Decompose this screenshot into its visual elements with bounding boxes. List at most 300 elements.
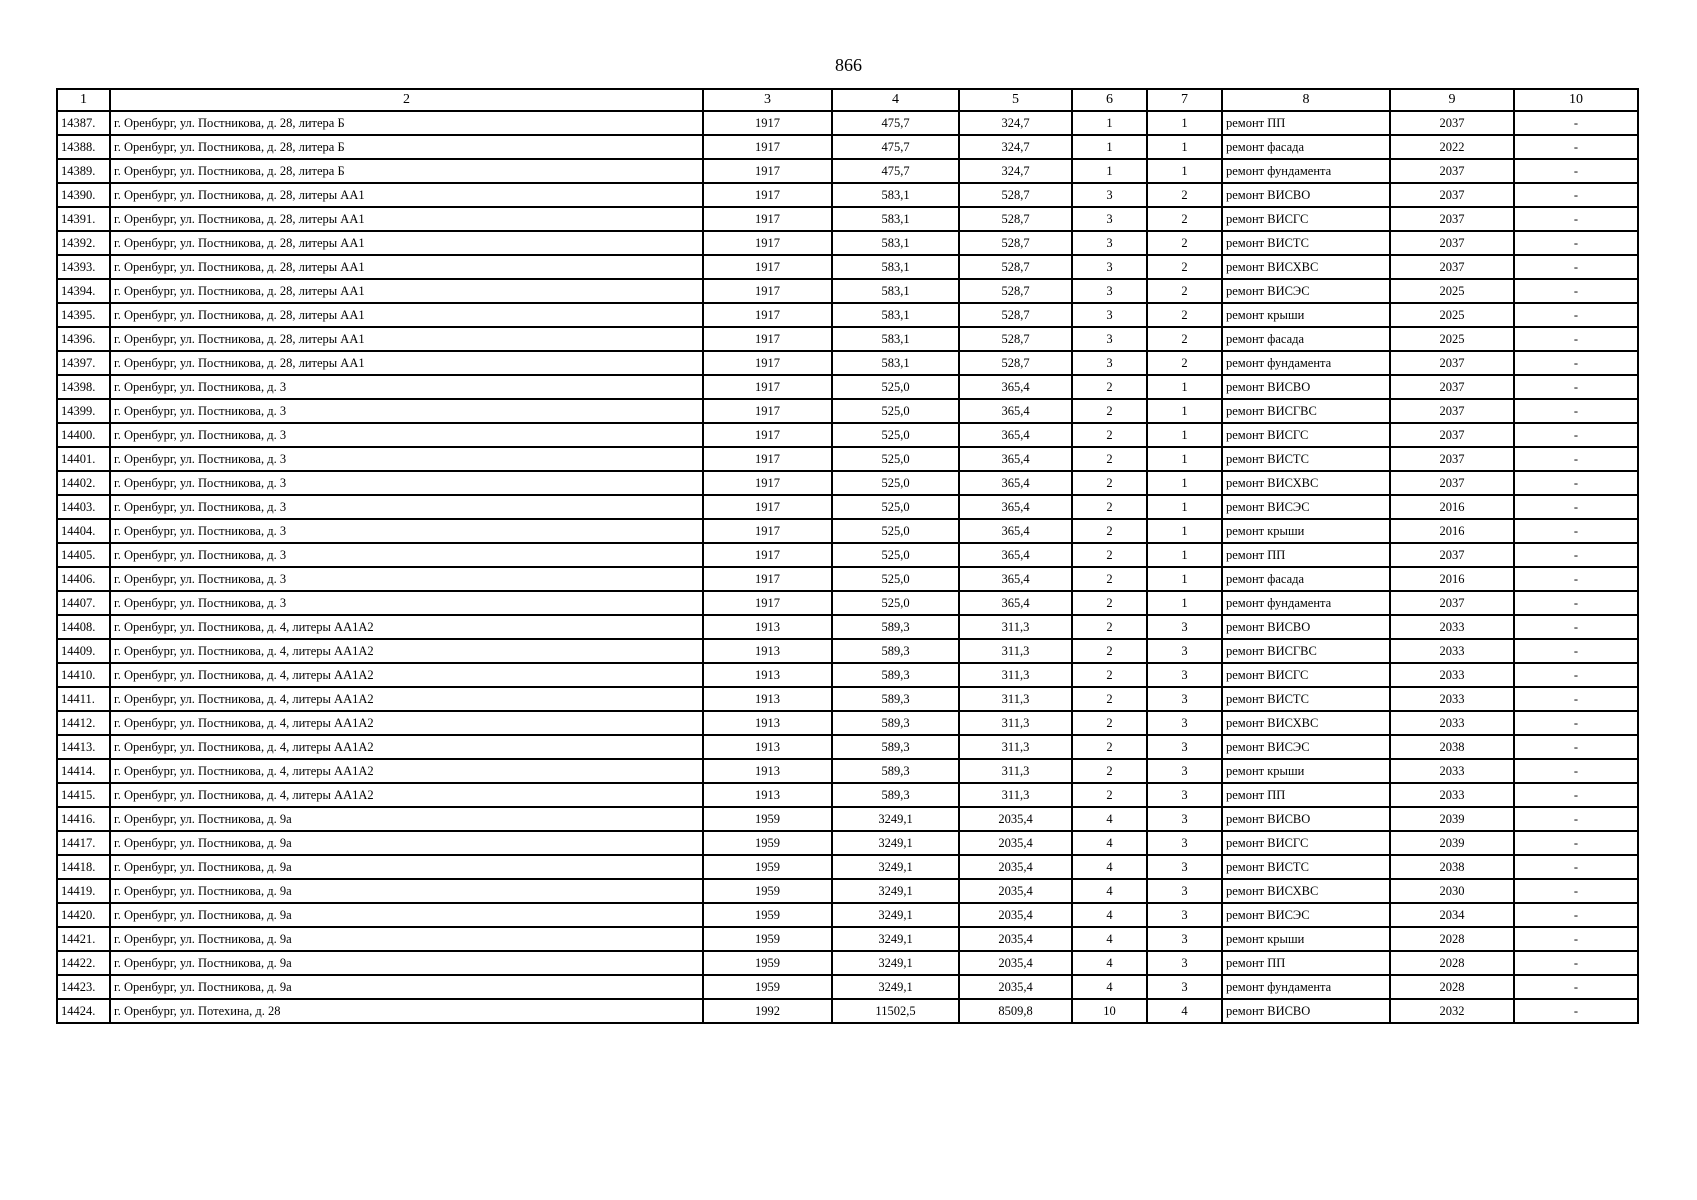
planned-year-cell: 2033: [1390, 687, 1514, 711]
work-type-cell: ремонт фасада: [1222, 327, 1390, 351]
year-built-cell: 1917: [703, 135, 832, 159]
address-cell: г. Оренбург, ул. Постникова, д. 28, литеры АА1: [110, 231, 703, 255]
floors-cell: 2: [1072, 735, 1147, 759]
address-cell: г. Оренбург, ул. Постникова, д. 28, литера Б: [110, 135, 703, 159]
capital-repair-table: [56, 88, 1639, 1024]
floors-cell: 2: [1072, 783, 1147, 807]
total-area-cell: 525,0: [832, 591, 959, 615]
living-area-cell: 8509,8: [959, 999, 1072, 1023]
entrances-cell: 1: [1147, 567, 1222, 591]
work-type-cell: ремонт ВИСХВС: [1222, 711, 1390, 735]
floors-cell: 4: [1072, 855, 1147, 879]
work-type-cell: ремонт фасада: [1222, 135, 1390, 159]
total-area-cell: 589,3: [832, 783, 959, 807]
year-built-cell: 1913: [703, 711, 832, 735]
floors-cell: 2: [1072, 639, 1147, 663]
floors-cell: 2: [1072, 687, 1147, 711]
floors-cell: 2: [1072, 591, 1147, 615]
table-row: [57, 831, 1638, 855]
total-area-cell: 583,1: [832, 279, 959, 303]
note-cell: -: [1514, 759, 1638, 783]
table-row: [57, 279, 1638, 303]
entrances-cell: 2: [1147, 303, 1222, 327]
work-type-cell: ремонт крыши: [1222, 303, 1390, 327]
entrances-cell: 3: [1147, 927, 1222, 951]
year-built-cell: 1917: [703, 207, 832, 231]
floors-cell: 3: [1072, 231, 1147, 255]
total-area-cell: 525,0: [832, 375, 959, 399]
address-cell: г. Оренбург, ул. Постникова, д. 28, литеры АА1: [110, 183, 703, 207]
total-area-cell: 3249,1: [832, 855, 959, 879]
total-area-cell: 475,7: [832, 159, 959, 183]
floors-cell: 2: [1072, 663, 1147, 687]
table-row: [57, 447, 1638, 471]
living-area-cell: 2035,4: [959, 855, 1072, 879]
total-area-cell: 525,0: [832, 399, 959, 423]
table-row: [57, 903, 1638, 927]
year-built-cell: 1913: [703, 783, 832, 807]
entrances-cell: 3: [1147, 759, 1222, 783]
total-area-cell: 583,1: [832, 351, 959, 375]
table-row: [57, 495, 1638, 519]
table-row: [57, 951, 1638, 975]
planned-year-cell: 2038: [1390, 855, 1514, 879]
living-area-cell: 528,7: [959, 327, 1072, 351]
year-built-cell: 1917: [703, 519, 832, 543]
year-built-cell: 1913: [703, 687, 832, 711]
planned-year-cell: 2030: [1390, 879, 1514, 903]
column-header: 9: [1390, 89, 1514, 111]
note-cell: -: [1514, 255, 1638, 279]
work-type-cell: ремонт фундамента: [1222, 591, 1390, 615]
floors-cell: 3: [1072, 183, 1147, 207]
year-built-cell: 1913: [703, 663, 832, 687]
total-area-cell: 11502,5: [832, 999, 959, 1023]
total-area-cell: 525,0: [832, 543, 959, 567]
entrances-cell: 3: [1147, 831, 1222, 855]
row-number-cell: 14411.: [57, 687, 110, 711]
floors-cell: 2: [1072, 447, 1147, 471]
row-number-cell: 14392.: [57, 231, 110, 255]
table-row: [57, 255, 1638, 279]
row-number-cell: 14424.: [57, 999, 110, 1023]
table-row: [57, 735, 1638, 759]
address-cell: г. Оренбург, ул. Постникова, д. 28, литеры АА1: [110, 255, 703, 279]
address-cell: г. Оренбург, ул. Постникова, д. 4, литеры АА1А2: [110, 639, 703, 663]
planned-year-cell: 2037: [1390, 159, 1514, 183]
address-cell: г. Оренбург, ул. Постникова, д. 3: [110, 471, 703, 495]
year-built-cell: 1959: [703, 903, 832, 927]
planned-year-cell: 2037: [1390, 375, 1514, 399]
note-cell: -: [1514, 975, 1638, 999]
entrances-cell: 3: [1147, 735, 1222, 759]
row-number-cell: 14420.: [57, 903, 110, 927]
work-type-cell: ремонт ПП: [1222, 783, 1390, 807]
planned-year-cell: 2037: [1390, 207, 1514, 231]
note-cell: -: [1514, 879, 1638, 903]
table-row: [57, 759, 1638, 783]
living-area-cell: 365,4: [959, 447, 1072, 471]
planned-year-cell: 2037: [1390, 231, 1514, 255]
floors-cell: 3: [1072, 351, 1147, 375]
total-area-cell: 583,1: [832, 255, 959, 279]
year-built-cell: 1913: [703, 639, 832, 663]
total-area-cell: 589,3: [832, 711, 959, 735]
planned-year-cell: 2016: [1390, 567, 1514, 591]
work-type-cell: ремонт ПП: [1222, 111, 1390, 135]
living-area-cell: 2035,4: [959, 807, 1072, 831]
work-type-cell: ремонт фасада: [1222, 567, 1390, 591]
total-area-cell: 475,7: [832, 135, 959, 159]
row-number-cell: 14406.: [57, 567, 110, 591]
column-header: 7: [1147, 89, 1222, 111]
address-cell: г. Оренбург, ул. Постникова, д. 28, литеры АА1: [110, 303, 703, 327]
floors-cell: 2: [1072, 543, 1147, 567]
address-cell: г. Оренбург, ул. Постникова, д. 3: [110, 399, 703, 423]
planned-year-cell: 2037: [1390, 543, 1514, 567]
note-cell: -: [1514, 351, 1638, 375]
work-type-cell: ремонт фундамента: [1222, 159, 1390, 183]
planned-year-cell: 2016: [1390, 495, 1514, 519]
note-cell: -: [1514, 399, 1638, 423]
living-area-cell: 528,7: [959, 303, 1072, 327]
floors-cell: 3: [1072, 303, 1147, 327]
year-built-cell: 1917: [703, 471, 832, 495]
planned-year-cell: 2037: [1390, 255, 1514, 279]
year-built-cell: 1917: [703, 183, 832, 207]
planned-year-cell: 2033: [1390, 663, 1514, 687]
table-row: [57, 591, 1638, 615]
year-built-cell: 1959: [703, 975, 832, 999]
entrances-cell: 1: [1147, 495, 1222, 519]
entrances-cell: 3: [1147, 783, 1222, 807]
note-cell: -: [1514, 231, 1638, 255]
table-row: [57, 159, 1638, 183]
year-built-cell: 1917: [703, 351, 832, 375]
living-area-cell: 311,3: [959, 735, 1072, 759]
address-cell: г. Оренбург, ул. Постникова, д. 3: [110, 567, 703, 591]
planned-year-cell: 2037: [1390, 447, 1514, 471]
entrances-cell: 1: [1147, 447, 1222, 471]
row-number-cell: 14401.: [57, 447, 110, 471]
note-cell: -: [1514, 279, 1638, 303]
planned-year-cell: 2016: [1390, 519, 1514, 543]
table-row: [57, 423, 1638, 447]
work-type-cell: ремонт ВИСВО: [1222, 615, 1390, 639]
total-area-cell: 583,1: [832, 327, 959, 351]
year-built-cell: 1913: [703, 759, 832, 783]
living-area-cell: 528,7: [959, 279, 1072, 303]
total-area-cell: 589,3: [832, 615, 959, 639]
table-row: [57, 567, 1638, 591]
year-built-cell: 1959: [703, 855, 832, 879]
row-number-cell: 14414.: [57, 759, 110, 783]
total-area-cell: 525,0: [832, 495, 959, 519]
row-number-cell: 14416.: [57, 807, 110, 831]
address-cell: г. Оренбург, ул. Постникова, д. 3: [110, 375, 703, 399]
entrances-cell: 3: [1147, 855, 1222, 879]
total-area-cell: 589,3: [832, 663, 959, 687]
year-built-cell: 1917: [703, 399, 832, 423]
floors-cell: 2: [1072, 519, 1147, 543]
table-row: [57, 783, 1638, 807]
row-number-cell: 14405.: [57, 543, 110, 567]
work-type-cell: ремонт фундамента: [1222, 351, 1390, 375]
floors-cell: 10: [1072, 999, 1147, 1023]
note-cell: -: [1514, 471, 1638, 495]
work-type-cell: ремонт ВИСВО: [1222, 375, 1390, 399]
table-row: [57, 687, 1638, 711]
year-built-cell: 1917: [703, 231, 832, 255]
work-type-cell: ремонт ВИСГС: [1222, 831, 1390, 855]
entrances-cell: 2: [1147, 207, 1222, 231]
row-number-cell: 14398.: [57, 375, 110, 399]
note-cell: -: [1514, 783, 1638, 807]
work-type-cell: ремонт ВИСГС: [1222, 663, 1390, 687]
column-header: 5: [959, 89, 1072, 111]
address-cell: г. Оренбург, ул. Потехина, д. 28: [110, 999, 703, 1023]
planned-year-cell: 2025: [1390, 303, 1514, 327]
address-cell: г. Оренбург, ул. Постникова, д. 9а: [110, 975, 703, 999]
floors-cell: 4: [1072, 807, 1147, 831]
planned-year-cell: 2037: [1390, 183, 1514, 207]
table-row: [57, 519, 1638, 543]
year-built-cell: 1959: [703, 927, 832, 951]
address-cell: г. Оренбург, ул. Постникова, д. 9а: [110, 927, 703, 951]
note-cell: -: [1514, 303, 1638, 327]
work-type-cell: ремонт ВИСЭС: [1222, 495, 1390, 519]
planned-year-cell: 2033: [1390, 711, 1514, 735]
table-row: [57, 207, 1638, 231]
year-built-cell: 1917: [703, 495, 832, 519]
row-number-cell: 14393.: [57, 255, 110, 279]
column-header: 4: [832, 89, 959, 111]
work-type-cell: ремонт ВИСГВС: [1222, 639, 1390, 663]
living-area-cell: 528,7: [959, 255, 1072, 279]
year-built-cell: 1917: [703, 567, 832, 591]
living-area-cell: 528,7: [959, 183, 1072, 207]
table-row: [57, 615, 1638, 639]
living-area-cell: 365,4: [959, 399, 1072, 423]
floors-cell: 2: [1072, 759, 1147, 783]
entrances-cell: 2: [1147, 351, 1222, 375]
floors-cell: 1: [1072, 135, 1147, 159]
floors-cell: 3: [1072, 255, 1147, 279]
total-area-cell: 589,3: [832, 735, 959, 759]
year-built-cell: 1959: [703, 807, 832, 831]
note-cell: -: [1514, 711, 1638, 735]
floors-cell: 4: [1072, 975, 1147, 999]
address-cell: г. Оренбург, ул. Постникова, д. 4, литеры АА1А2: [110, 735, 703, 759]
entrances-cell: 3: [1147, 879, 1222, 903]
work-type-cell: ремонт ВИСТС: [1222, 447, 1390, 471]
living-area-cell: 311,3: [959, 663, 1072, 687]
entrances-cell: 3: [1147, 951, 1222, 975]
table-row: [57, 999, 1638, 1023]
work-type-cell: ремонт ВИСГС: [1222, 423, 1390, 447]
note-cell: -: [1514, 855, 1638, 879]
work-type-cell: ремонт ВИСХВС: [1222, 471, 1390, 495]
entrances-cell: 1: [1147, 591, 1222, 615]
year-built-cell: 1917: [703, 279, 832, 303]
row-number-cell: 14397.: [57, 351, 110, 375]
entrances-cell: 3: [1147, 615, 1222, 639]
row-number-cell: 14389.: [57, 159, 110, 183]
address-cell: г. Оренбург, ул. Постникова, д. 9а: [110, 879, 703, 903]
address-cell: г. Оренбург, ул. Постникова, д. 4, литеры АА1А2: [110, 711, 703, 735]
note-cell: -: [1514, 687, 1638, 711]
planned-year-cell: 2028: [1390, 951, 1514, 975]
address-cell: г. Оренбург, ул. Постникова, д. 28, литеры АА1: [110, 351, 703, 375]
note-cell: -: [1514, 495, 1638, 519]
total-area-cell: 583,1: [832, 231, 959, 255]
address-cell: г. Оренбург, ул. Постникова, д. 9а: [110, 951, 703, 975]
column-header: 2: [110, 89, 703, 111]
address-cell: г. Оренбург, ул. Постникова, д. 4, литеры АА1А2: [110, 615, 703, 639]
planned-year-cell: 2037: [1390, 351, 1514, 375]
address-cell: г. Оренбург, ул. Постникова, д. 4, литеры АА1А2: [110, 783, 703, 807]
table-row: [57, 975, 1638, 999]
entrances-cell: 3: [1147, 687, 1222, 711]
planned-year-cell: 2033: [1390, 639, 1514, 663]
total-area-cell: 3249,1: [832, 807, 959, 831]
row-number-cell: 14395.: [57, 303, 110, 327]
work-type-cell: ремонт ВИСГС: [1222, 207, 1390, 231]
living-area-cell: 528,7: [959, 351, 1072, 375]
work-type-cell: ремонт ВИСЭС: [1222, 279, 1390, 303]
row-number-cell: 14402.: [57, 471, 110, 495]
living-area-cell: 311,3: [959, 711, 1072, 735]
table-row: [57, 111, 1638, 135]
table-row: [57, 375, 1638, 399]
note-cell: -: [1514, 135, 1638, 159]
living-area-cell: 365,4: [959, 375, 1072, 399]
table-row: [57, 855, 1638, 879]
living-area-cell: 365,4: [959, 543, 1072, 567]
row-number-cell: 14407.: [57, 591, 110, 615]
planned-year-cell: 2022: [1390, 135, 1514, 159]
planned-year-cell: 2032: [1390, 999, 1514, 1023]
planned-year-cell: 2025: [1390, 279, 1514, 303]
note-cell: -: [1514, 951, 1638, 975]
total-area-cell: 525,0: [832, 447, 959, 471]
row-number-cell: 14403.: [57, 495, 110, 519]
year-built-cell: 1992: [703, 999, 832, 1023]
total-area-cell: 589,3: [832, 639, 959, 663]
row-number-cell: 14418.: [57, 855, 110, 879]
address-cell: г. Оренбург, ул. Постникова, д. 4, литеры АА1А2: [110, 663, 703, 687]
year-built-cell: 1917: [703, 591, 832, 615]
planned-year-cell: 2037: [1390, 399, 1514, 423]
total-area-cell: 475,7: [832, 111, 959, 135]
row-number-cell: 14410.: [57, 663, 110, 687]
year-built-cell: 1917: [703, 423, 832, 447]
entrances-cell: 1: [1147, 111, 1222, 135]
note-cell: -: [1514, 375, 1638, 399]
table-row: [57, 303, 1638, 327]
year-built-cell: 1917: [703, 255, 832, 279]
note-cell: -: [1514, 735, 1638, 759]
table-row: [57, 543, 1638, 567]
entrances-cell: 1: [1147, 399, 1222, 423]
planned-year-cell: 2037: [1390, 591, 1514, 615]
floors-cell: 4: [1072, 903, 1147, 927]
total-area-cell: 525,0: [832, 471, 959, 495]
row-number-cell: 14390.: [57, 183, 110, 207]
note-cell: -: [1514, 999, 1638, 1023]
planned-year-cell: 2033: [1390, 759, 1514, 783]
address-cell: г. Оренбург, ул. Постникова, д. 3: [110, 495, 703, 519]
year-built-cell: 1913: [703, 615, 832, 639]
note-cell: -: [1514, 183, 1638, 207]
table-row: [57, 399, 1638, 423]
total-area-cell: 3249,1: [832, 903, 959, 927]
floors-cell: 2: [1072, 399, 1147, 423]
living-area-cell: 365,4: [959, 495, 1072, 519]
note-cell: -: [1514, 663, 1638, 687]
total-area-cell: 525,0: [832, 567, 959, 591]
table-row: [57, 879, 1638, 903]
entrances-cell: 3: [1147, 711, 1222, 735]
planned-year-cell: 2039: [1390, 831, 1514, 855]
row-number-cell: 14400.: [57, 423, 110, 447]
address-cell: г. Оренбург, ул. Постникова, д. 4, литеры АА1А2: [110, 759, 703, 783]
total-area-cell: 3249,1: [832, 951, 959, 975]
column-header: 8: [1222, 89, 1390, 111]
note-cell: -: [1514, 111, 1638, 135]
work-type-cell: ремонт крыши: [1222, 519, 1390, 543]
address-cell: г. Оренбург, ул. Постникова, д. 28, литера Б: [110, 111, 703, 135]
table-row: [57, 639, 1638, 663]
note-cell: -: [1514, 447, 1638, 471]
row-number-cell: 14404.: [57, 519, 110, 543]
row-number-cell: 14417.: [57, 831, 110, 855]
floors-cell: 2: [1072, 495, 1147, 519]
address-cell: г. Оренбург, ул. Постникова, д. 9а: [110, 903, 703, 927]
note-cell: -: [1514, 615, 1638, 639]
column-header: 10: [1514, 89, 1638, 111]
living-area-cell: 365,4: [959, 567, 1072, 591]
work-type-cell: ремонт ВИСХВС: [1222, 879, 1390, 903]
total-area-cell: 589,3: [832, 759, 959, 783]
entrances-cell: 2: [1147, 255, 1222, 279]
table-row: [57, 231, 1638, 255]
address-cell: г. Оренбург, ул. Постникова, д. 28, литера Б: [110, 159, 703, 183]
planned-year-cell: 2033: [1390, 615, 1514, 639]
year-built-cell: 1959: [703, 879, 832, 903]
entrances-cell: 1: [1147, 135, 1222, 159]
living-area-cell: 311,3: [959, 783, 1072, 807]
year-built-cell: 1917: [703, 327, 832, 351]
living-area-cell: 365,4: [959, 423, 1072, 447]
work-type-cell: ремонт ВИСТС: [1222, 231, 1390, 255]
entrances-cell: 3: [1147, 639, 1222, 663]
address-cell: г. Оренбург, ул. Постникова, д. 9а: [110, 807, 703, 831]
note-cell: -: [1514, 423, 1638, 447]
planned-year-cell: 2025: [1390, 327, 1514, 351]
planned-year-cell: 2037: [1390, 423, 1514, 447]
row-number-cell: 14396.: [57, 327, 110, 351]
year-built-cell: 1917: [703, 543, 832, 567]
note-cell: -: [1514, 159, 1638, 183]
planned-year-cell: 2037: [1390, 111, 1514, 135]
floors-cell: 2: [1072, 471, 1147, 495]
living-area-cell: 528,7: [959, 207, 1072, 231]
entrances-cell: 1: [1147, 543, 1222, 567]
note-cell: -: [1514, 519, 1638, 543]
note-cell: -: [1514, 807, 1638, 831]
work-type-cell: ремонт ВИСВО: [1222, 183, 1390, 207]
